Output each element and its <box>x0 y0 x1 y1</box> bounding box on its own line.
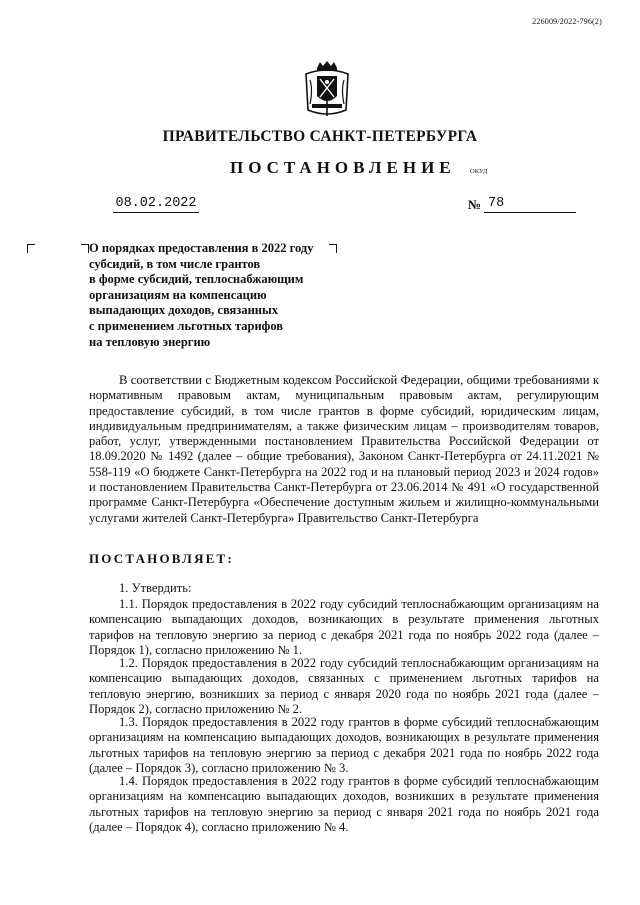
subject-line: в форме субсидий, теплоснабжающим <box>89 272 304 287</box>
coat-of-arms-icon <box>302 60 352 120</box>
resolves-heading: ПОСТАНОВЛЯЕТ: <box>89 551 234 566</box>
subject-line: с применением льготных тарифов <box>89 318 284 333</box>
decree-date: 08.02.2022 <box>113 196 199 213</box>
number-label: № <box>468 197 482 212</box>
clause-1-1: 1.1. Порядок предоставления в 2022 году субсидий теплоснабжающим организациям на компенсацию выпадающих доходов, возникающих в результате применения льготных тарифов на тепловую энергию за период с декабря 2021 года по ноябрь 2022 года (далее – Порядок 1), согласно приложению № 1. <box>89 597 599 658</box>
corner-mark-subject-left <box>81 244 89 253</box>
subject-line: выпадающих доходов, связанных <box>89 303 278 318</box>
clause-1: 1. Утвердить: <box>119 581 192 595</box>
subject-line: на тепловую энергию <box>89 334 211 349</box>
document-registration-number: 226009/2022-796(2) <box>532 17 602 26</box>
subject-line: организациям на компенсацию <box>89 287 267 302</box>
clause-1-2: 1.2. Порядок предоставления в 2022 году субсидий теплоснабжающим организациям на компенсацию выпадающих доходов, связанных с применением льготных тарифов на тепловую энергию, возникших за период с января 2020 года по ноябрь 2021 года (далее – Порядок 2), согласно приложению № 2. <box>89 656 599 717</box>
okud-label: ОКУД <box>470 168 488 175</box>
government-name: ПРАВИТЕЛЬСТВО САНКТ-ПЕТЕРБУРГА <box>162 128 478 145</box>
corner-mark-left <box>27 244 35 253</box>
document-type: ПОСТАНОВЛЕНИЕ <box>230 158 456 177</box>
decree-subject <box>89 241 339 350</box>
clause-1-3: 1.3. Порядок предоставления в 2022 году грантов в форме субсидий теплоснабжающим организациям на компенсацию выпадающих доходов, возникающих в результате применения льготных тарифов на тепловую энергию за период с декабря 2021 года по ноябрь 2022 года (далее – Порядок 3), согласно приложению № 3. <box>89 715 599 776</box>
subject-line: субсидий, в том числе грантов <box>89 256 261 271</box>
subject-line: О порядках предоставления в 2022 году <box>89 241 314 255</box>
clause-1-4: 1.4. Порядок предоставления в 2022 году грантов в форме субсидий теплоснабжающим организациям на компенсацию выпадающих доходов, возникших в результате применения льготных тарифов на тепловую энергию за период с января 2021 года по ноябрь 2021 года (далее – Порядок 4), согласно приложению № 4. <box>89 774 599 835</box>
decree-number: 78 <box>484 196 576 213</box>
preamble-paragraph: В соответствии с Бюджетным кодексом Российской Федерации, общими требованиями к нормативным правовым актам, муниципальным правовым актам, регулирующим предоставление субсидий, в том числе грантов в форме субсидий, юридическим лицам, индивидуальным предпринимателям, а также физическим лицам – производителям товаров, работ, услуг, утвержденными постановлением Правительства Российской Федерации от 18.09.2020 № 1492 (далее – общие требования), Законом Санкт-Петербурга от 24.11.2021 № 558-119 «О бюджете Санкт-Петербурга на 2022 год и на плановый период 2023 и 2024 годов» и постановлением Правительства Санкт-Петербурга от 23.06.2014 № 491 «О государственной программе Санкт-Петербурга «Обеспечение доступным жильем и жилищно-коммунальными услугами жителей Санкт-Петербурга» Правительство Санкт-Петербурга <box>89 373 599 525</box>
